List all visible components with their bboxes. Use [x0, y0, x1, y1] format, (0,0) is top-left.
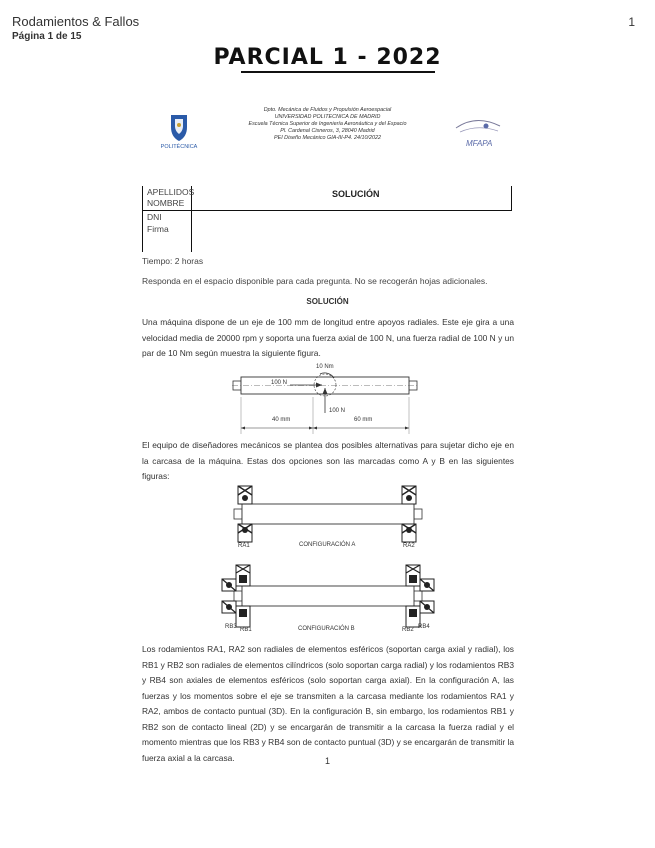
institution-line: UNIVERSIDAD POLITÉCNICA DE MADRID	[274, 113, 381, 120]
paragraph-alternatives: El equipo de diseñadores mecánicos se plantea dos posibles alternativas para sujetar dicho eje en la carcasa de la máquina. Estas dos opciones son las marcadas como A y B en las siguientes figuras:	[142, 440, 514, 481]
student-id-table	[142, 186, 512, 252]
label-firma: Firma	[147, 224, 169, 234]
configuration-b-caption: CONFIGURACIÓN B	[298, 626, 355, 632]
paragraph-bearing-description: Los rodamientos RA1, RA2 son radiales de elementos esféricos (soportan carga axial y radial), los RB1 y RB2 son radiales de elementos cilíndricos (solo soportan carga radial) y los rodamientos RB3 y RB4 son axiales de elementos esféricos (solo soportan carga axial). En la configuración A, las fuerzas y los momentos sobre el eje se transmiten a la carcasa mediante los rodamientos RA1 y RA2, ambos de contacto puntual (3D). En la configuración B, sin embargo, los rodamientos RB1 y RB2 son de contacto lineal (2D) y se encargarán de transmitir a la carcasa la fuerza radial y el momento mientras que los RB3 y RB4 son de contacto puntual (3D) y se encargarán de transmitir la fuerza axial a la carcasa.	[142, 644, 514, 763]
exam-time: Tiempo: 2 horas	[142, 256, 204, 266]
paragraph-problem-statement: Una máquina dispone de un eje de 100 mm de longitud entre apoyos radiales. Este eje gira a una velocidad media de 20000 rpm y soporta una fuerza axial de 100 N, una fuerza radial de 100 N y un par de 10 Nm según muestra la siguiente figura.	[142, 317, 514, 358]
upm-logo-text: POLITÉCNICA	[160, 144, 198, 150]
upm-logo	[155, 113, 203, 151]
label-rb4: RB4	[418, 624, 430, 630]
instructions: Responda en el espacio disponible para cada pregunta. No se recogerán hojas adicionales.	[142, 276, 488, 286]
label-rb3: RB3	[225, 624, 237, 630]
label-dimension-right: 60 mm	[354, 417, 373, 423]
label-ra2: RA2	[403, 543, 415, 549]
label-dimension-left: 40 mm	[272, 417, 291, 423]
title-underline	[241, 71, 435, 73]
id-table-heading: SOLUCIÓN	[332, 189, 380, 199]
header-page-number: 1	[628, 15, 635, 29]
shaft-load-figure	[230, 360, 420, 438]
configuration-b-figure	[218, 563, 438, 629]
solution-heading: SOLUCIÓN	[306, 297, 349, 306]
label-nombre: NOMBRE	[147, 198, 185, 208]
institution-block	[200, 107, 455, 142]
label-axial-force: 100 N	[271, 380, 288, 386]
label-ra1: RA1	[238, 543, 250, 549]
label-radial-force: 100 N	[329, 408, 346, 414]
document-title: PARCIAL 1 - 2022	[213, 45, 442, 70]
mfapa-logo	[452, 112, 508, 152]
page-indicator: Página 1 de 15	[12, 31, 82, 42]
footer-page-number: 1	[324, 756, 330, 766]
mfapa-logo-text: MFAPA	[466, 139, 493, 148]
label-apellidos: APELLIDOS	[147, 187, 195, 197]
label-rb1: RB1	[240, 627, 252, 633]
configuration-a-figure	[232, 484, 424, 546]
institution-line: PEI Diseño Mecánico GIA-III-P4. 24/10/2022	[274, 134, 381, 141]
label-moment: 10 Nm	[316, 364, 334, 370]
institution-line: Dpto. Mecánica de Fluidos y Propulsión Aeroespacial	[263, 107, 392, 113]
institution-line: Pl. Cardenal Cisneros, 3, 28040 Madrid	[280, 127, 375, 134]
configuration-a-caption: CONFIGURACIÓN A	[299, 542, 356, 548]
label-rb2: RB2	[402, 627, 414, 633]
institution-line: Escuela Técnica Superior de Ingeniería Aeronáutica y del Espacio	[248, 120, 407, 127]
header-title: Rodamientos & Fallos	[12, 14, 140, 29]
label-dni: DNI	[147, 212, 162, 222]
